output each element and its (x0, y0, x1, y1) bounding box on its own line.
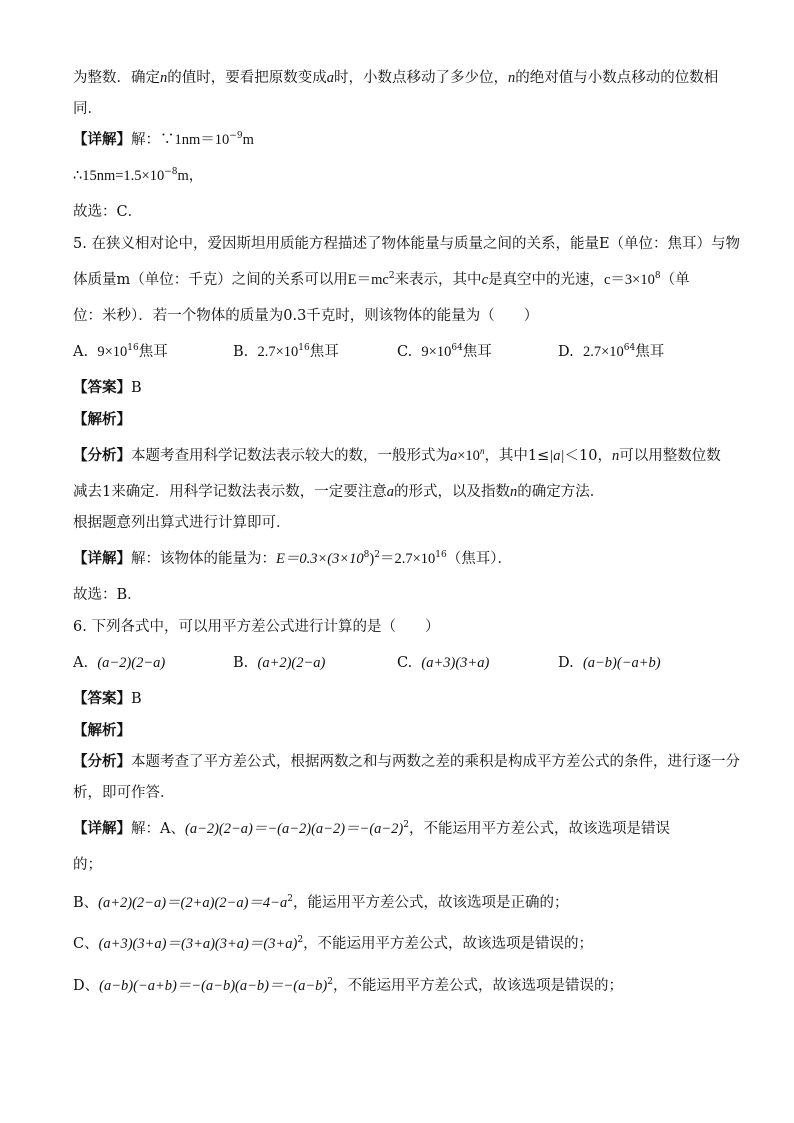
prev-explain-line-2: 同． (73, 101, 102, 117)
unit: 焦耳 (138, 344, 168, 360)
text: 本题考查用科学记数法表示较大的数，一般形式为 (131, 448, 450, 464)
prev-detail-line (73, 130, 254, 150)
var-a: a (450, 448, 458, 464)
text: 的形式，以及指数 (393, 484, 510, 500)
unit: 焦耳 (635, 344, 665, 360)
unit: 焦耳 (462, 344, 492, 360)
exponent: −8 (164, 167, 178, 177)
var-c: c (481, 272, 488, 288)
q6-option-b (233, 653, 325, 673)
q5-choose-line: 故选：B． (73, 587, 142, 603)
exponent: 64 (451, 343, 463, 353)
exponent: 16 (435, 550, 447, 560)
q6-stem-line: 6. 下列各式中，可以用平方差公式进行计算的是（ ） (73, 619, 440, 635)
q6-analysis-line-1 (73, 752, 740, 772)
q5-option-d (558, 342, 664, 362)
q5-option-a (73, 342, 168, 362)
exponent: n (479, 446, 485, 456)
formula: (a+2)(2−a)＝(2+a)(2−a)＝4−a (98, 895, 288, 911)
option-label: A. (73, 344, 89, 360)
formula: 1nm＝10 (174, 132, 230, 148)
detail-tag: 【详解】 (73, 820, 131, 837)
answer-value: B (131, 691, 142, 707)
q5-stem-line-3: 位：米秒）．若一个物体的质量为0.3千克时，则该物体的能量为（ ） (73, 308, 539, 324)
q6-option-a (73, 653, 165, 673)
formula: (a+2)(2−a) (257, 655, 326, 671)
q6-detail-a-line (73, 819, 670, 839)
text: 解：该物体的能量为： (131, 551, 276, 567)
answer-tag: 【答案】 (73, 379, 131, 396)
text: 本题考查了平方差公式，根据两数之和与两数之差的乘积是构成平方差公式的条件，进行逐一分 (131, 754, 740, 770)
exponent: 8 (363, 550, 370, 560)
formula: (a−b)(−a+b) (582, 655, 661, 671)
var-n: n (509, 484, 518, 500)
var-a: a (386, 484, 394, 500)
formula: (a−2)(2−a) (97, 655, 166, 671)
text: 是真空中的光速， (488, 272, 604, 288)
text: 减去1来确定．用科学记数法表示数，一定要注意 (73, 484, 387, 500)
text: 的确定方法． (517, 484, 605, 500)
text: 的值时，要看把原数变成 (167, 70, 327, 86)
formula: 2.7×10 (257, 344, 299, 360)
text: C、 (73, 936, 99, 952)
formula: E＝mc (347, 272, 389, 288)
formula: 9×10 (97, 344, 128, 360)
exponent: 16 (127, 343, 139, 353)
var-a: a (326, 70, 334, 86)
text: 可以用整数位数 (619, 448, 721, 464)
formula: ) (369, 551, 375, 567)
q5-analysis-line-1 (73, 446, 721, 466)
exponent: 2 (297, 935, 304, 945)
unit: 焦耳 (309, 344, 339, 360)
option-label: D. (558, 344, 574, 360)
exponent: −9 (229, 131, 243, 141)
q5-analysis-line-2 (73, 482, 604, 502)
text: 的绝对值与小数点移动的位数相 (515, 70, 719, 86)
option-label: D. (558, 655, 574, 671)
q6-detail-b-line (73, 893, 568, 913)
answer-tag: 【答案】 (73, 690, 131, 707)
q6-analysis-line-2: 析，即可作答． (73, 785, 175, 801)
formula: (a+3)(3+a)＝(3+a)(3+a)＝(3+a) (98, 936, 298, 952)
text: （单 (660, 272, 690, 288)
option-label: B. (233, 344, 249, 360)
abs-a: |a| (549, 448, 565, 464)
text: 解：A、 (131, 821, 185, 837)
text: 时，小数点移动了多少位， (334, 70, 508, 86)
exponent: 2 (327, 977, 333, 987)
detail-tag: 【详解】 (73, 550, 131, 567)
var-n: n (612, 448, 620, 464)
text: 解：∵ (131, 132, 175, 148)
analysis-tag: 【分析】 (73, 753, 131, 770)
exponent: 2 (287, 894, 293, 904)
exponent: 8 (654, 271, 661, 281)
formula: ∴15nm=1.5×10 (73, 168, 165, 184)
text: （焦耳）． (446, 551, 512, 567)
formula: (a−2)(2−a)＝−(a−2)(a−2)＝−(a−2) (184, 821, 404, 837)
formula: E＝0.3×(3×10 (276, 551, 364, 567)
q6-detail-c-line (73, 934, 593, 954)
formula: m (242, 132, 254, 148)
q6-option-d (558, 653, 661, 673)
var-n: n (160, 70, 168, 86)
q6-detail-a-line-2: 的； (73, 857, 102, 873)
prev-therefore-line (73, 166, 203, 186)
text: D、 (73, 978, 100, 994)
q5-option-b (233, 342, 339, 362)
q6-detail-d-line (73, 976, 623, 996)
text: ，其中1≤ (484, 448, 550, 464)
option-label: B. (233, 655, 249, 671)
detail-tag: 【详解】 (73, 131, 131, 148)
formula: (a−b)(−a+b)＝−(a−b)(a−b)＝−(a−b) (99, 978, 328, 994)
prev-choose-line: 故选：C． (73, 204, 143, 220)
exponent: 2 (374, 550, 380, 560)
q6-answer-line (73, 689, 142, 709)
exponent: 2 (403, 820, 409, 830)
text: ＜10， (564, 448, 612, 464)
option-label: A. (73, 655, 89, 671)
var-n: n (508, 70, 516, 86)
text: ，不能运用平方差公式，故该选项是错误的； (332, 978, 623, 994)
q5-analysis-line-3: 根据题意列出算式进行计算即可． (73, 515, 291, 531)
answer-value: B (131, 380, 142, 396)
exponent: 64 (623, 343, 636, 353)
formula: c＝3×10 (604, 272, 655, 288)
formula: ＝2.7×10 (379, 551, 436, 567)
option-label: C. (397, 655, 413, 671)
q5-stem-line-2 (73, 270, 690, 290)
text: 为整数．确定 (73, 70, 160, 86)
analysis-tag: 【分析】 (73, 447, 131, 464)
q5-option-c (397, 342, 492, 362)
q5-answer-line (73, 378, 142, 398)
text: ，不能运用平方差公式，故该选项是错误的； (303, 936, 594, 952)
option-label: C. (397, 344, 413, 360)
text: B、 (73, 895, 99, 911)
q5-stem-line-1: 5. 在狭义相对论中，爱因斯坦用质能方程描述了物体能量与质量之间的关系，能量E（单位：焦耳）与物 (73, 236, 741, 252)
q6-analysis-tag: 【解析】 (73, 722, 131, 739)
q5-detail-line (73, 549, 512, 569)
text: 来表示，其中 (394, 272, 482, 288)
text: ，能运用平方差公式，故该选项是正确的； (292, 895, 569, 911)
formula: 9×10 (421, 344, 452, 360)
q5-analysis-tag: 【解析】 (73, 411, 131, 428)
formula: 2.7×10 (582, 344, 624, 360)
exponent: 2 (388, 271, 395, 281)
text: ，不能运用平方差公式，故该选项是错误 (409, 821, 670, 837)
formula: (a+3)(3+a) (421, 655, 490, 671)
q6-option-c (397, 653, 489, 673)
prev-explain-line-1 (73, 68, 718, 88)
formula: m， (177, 168, 204, 184)
exponent: 16 (298, 343, 310, 353)
formula: ×10 (457, 448, 480, 464)
text: 体质量m（单位：千克）之间的关系可以用 (73, 272, 348, 288)
